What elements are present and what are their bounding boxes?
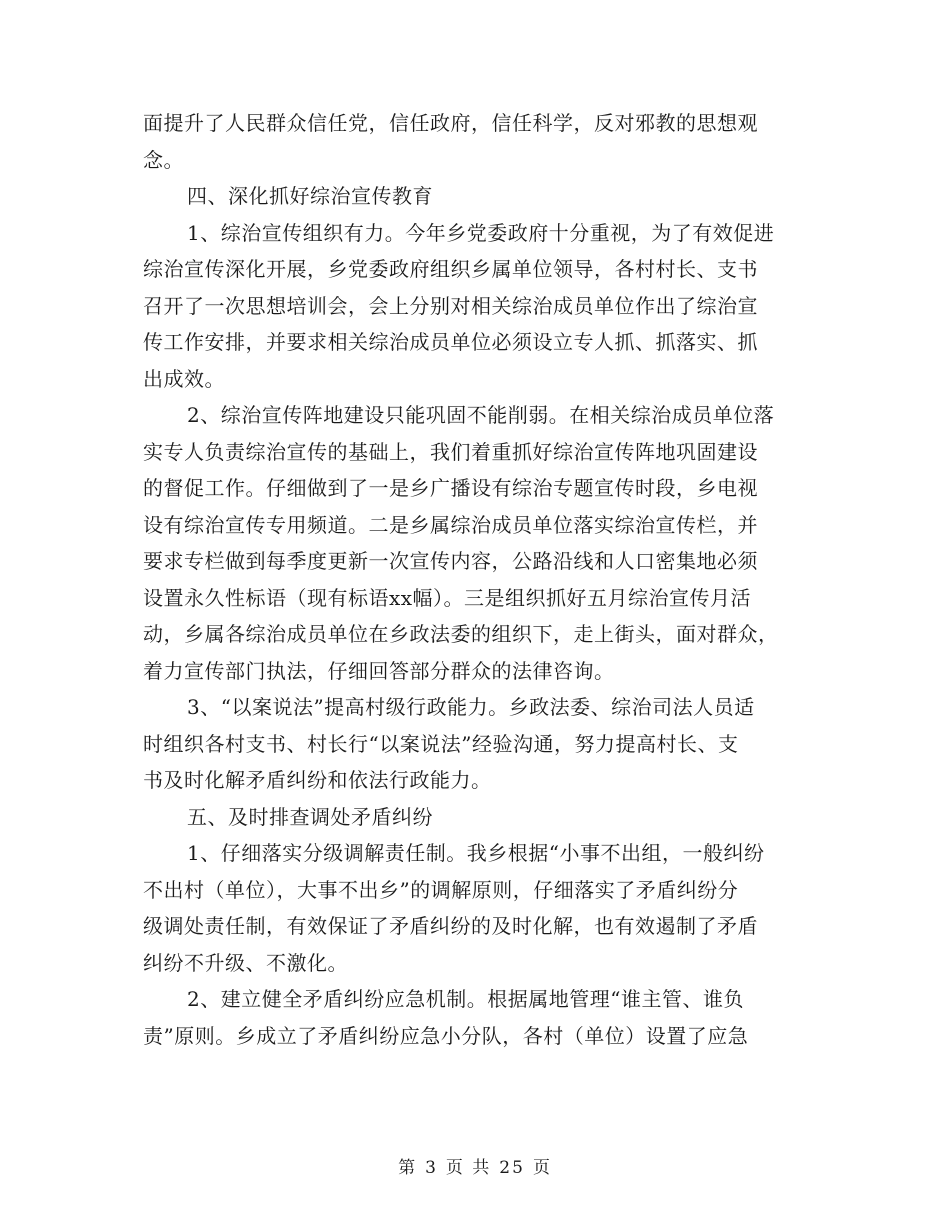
footer-suffix: 页 [532, 1158, 552, 1178]
text-line: 1、仔细落实分级调解责任制。我乡根据“小事不出组，一般纠纷 [187, 841, 765, 865]
text-line: 设有综治宣传专用频道。二是乡属综治成员单位落实综治宣传栏，并 [143, 512, 758, 537]
paragraph [143, 215, 807, 398]
text-line: 念。 [143, 147, 184, 172]
text-line: 传工作安排，并要求相关综治成员单位必须设立专人抓、抓落实、抓 [143, 330, 758, 354]
footer-total-pages: 25 [499, 1158, 525, 1178]
paragraph [143, 105, 807, 178]
text-line: 2、综治宣传阵地建设只能巩固不能削弱。在相关综治成员单位落 [187, 403, 775, 427]
footer-page-number: 3 [425, 1158, 438, 1178]
text-line: 动，乡属各综治成员单位在乡政法委的组织下，走上街头，面对群众， [143, 622, 779, 646]
text-line: 五、及时排查调处矛盾纠纷 [187, 804, 433, 829]
text-line: 综治宣传深化开展，乡党委政府组织乡属单位领导，各村村长、支书 [143, 257, 758, 281]
paragraph [143, 835, 807, 981]
text-line: 2、建立健全矛盾纠纷应急机制。根据属地管理“谁主管、谁负 [187, 987, 744, 1011]
text-line: 1、综治宣传组织有力。今年乡党委政府十分重视，为了有效促进 [187, 220, 775, 245]
paragraph [143, 689, 807, 799]
text-line: 不出村（单位），大事不出乡”的调解原则，仔细落实了矛盾纠纷分 [143, 877, 739, 902]
document-body [143, 105, 807, 1054]
paragraph [143, 981, 807, 1054]
text-line: 四、深化抓好综治宣传教育 [187, 184, 433, 208]
text-line: 级调处责任制，有效保证了矛盾纠纷的及时化解，也有效遏制了矛盾 [143, 914, 758, 938]
text-line: 时组织各村支书、村长行“以案说法”经验沟通，努力提高村长、支 [143, 731, 739, 756]
text-line: 书及时化解矛盾纠纷和依法行政能力。 [143, 768, 492, 792]
section-heading [143, 799, 807, 836]
text-line: 着力宣传部门执法，仔细回答部分群众的法律咨询。 [143, 658, 615, 683]
text-line: 责”原则。乡成立了矛盾纠纷应急小分队，各村（单位）设置了应急 [143, 1023, 749, 1048]
text-line: 面提升了人民群众信任党，信任政府，信任科学，反对邪教的思想观 [143, 111, 758, 135]
text-line: 的督促工作。仔细做到了一是乡广播设有综治专题宣传时段，乡电视 [143, 476, 758, 500]
page-footer [0, 1153, 950, 1178]
footer-middle: 页 共 [445, 1158, 492, 1178]
text-line: 出成效。 [143, 366, 225, 391]
footer-prefix: 第 [398, 1158, 418, 1178]
paragraph [143, 397, 807, 689]
text-line: 实专人负责综治宣传的基础上，我们着重抓好综治宣传阵地巩固建设 [143, 439, 758, 464]
text-line: 纠纷不升级、不激化。 [143, 950, 348, 975]
text-line: 要求专栏做到每季度更新一次宣传内容，公路沿线和人口密集地必须 [143, 549, 758, 573]
section-heading [143, 178, 807, 215]
text-line: 3、“以案说法”提高村级行政能力。乡政法委、综治司法人员适 [187, 695, 755, 719]
text-line: 召开了一次思想培训会，会上分别对相关综治成员单位作出了综治宣 [143, 293, 758, 318]
text-line: 设置永久性标语（现有标语xx幅）。三是组织抓好五月综治宣传月活 [143, 585, 752, 610]
